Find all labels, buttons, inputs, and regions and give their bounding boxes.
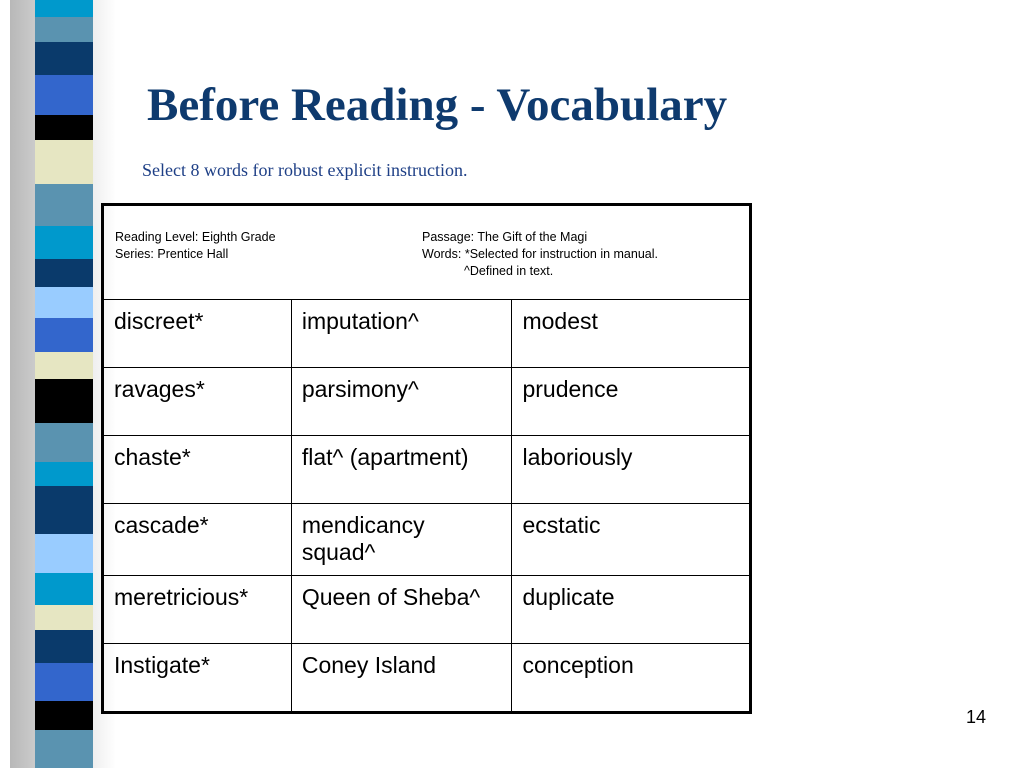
page-title: Before Reading - Vocabulary: [147, 79, 728, 131]
series: Series: Prentice Hall: [115, 247, 229, 261]
word-cell: chaste*: [103, 436, 292, 504]
word-cell: Coney Island: [291, 644, 512, 713]
table-header-cell: [103, 205, 751, 300]
reading-level: Reading Level: Eighth Grade: [115, 230, 276, 244]
vocabulary-table: [101, 203, 752, 714]
word-cell: duplicate: [512, 576, 751, 644]
page-number: 14: [966, 707, 987, 727]
table-row: [103, 576, 751, 644]
word-cell: mendicancy squad^: [291, 504, 512, 576]
word-cell: ecstatic: [512, 504, 751, 576]
word-cell: imputation^: [291, 300, 512, 368]
subtitle: Select 8 words for robust explicit instruction.: [142, 160, 468, 180]
word-cell: cascade*: [103, 504, 292, 576]
defined-note: ^Defined in text.: [464, 264, 554, 278]
table-row: [103, 368, 751, 436]
word-cell: laboriously: [512, 436, 751, 504]
words-note: Words: *Selected for instruction in manual.: [422, 247, 658, 261]
word-cell: conception: [512, 644, 751, 713]
table-row: [103, 504, 751, 576]
table-row: [103, 300, 751, 368]
decorative-strip: [35, 0, 93, 768]
word-cell: modest: [512, 300, 751, 368]
header-right: [422, 229, 658, 280]
word-cell: parsimony^: [291, 368, 512, 436]
word-cell: flat^ (apartment): [291, 436, 512, 504]
word-cell: discreet*: [103, 300, 292, 368]
word-cell: Queen of Sheba^: [291, 576, 512, 644]
word-cell: ravages*: [103, 368, 292, 436]
table-header-row: [103, 205, 751, 300]
word-cell: meretricious*: [103, 576, 292, 644]
word-cell: prudence: [512, 368, 751, 436]
passage: Passage: The Gift of the Magi: [422, 230, 588, 244]
header-left: [115, 229, 276, 263]
table-row: [103, 644, 751, 713]
word-cell: Instigate*: [103, 644, 292, 713]
table-row: [103, 436, 751, 504]
